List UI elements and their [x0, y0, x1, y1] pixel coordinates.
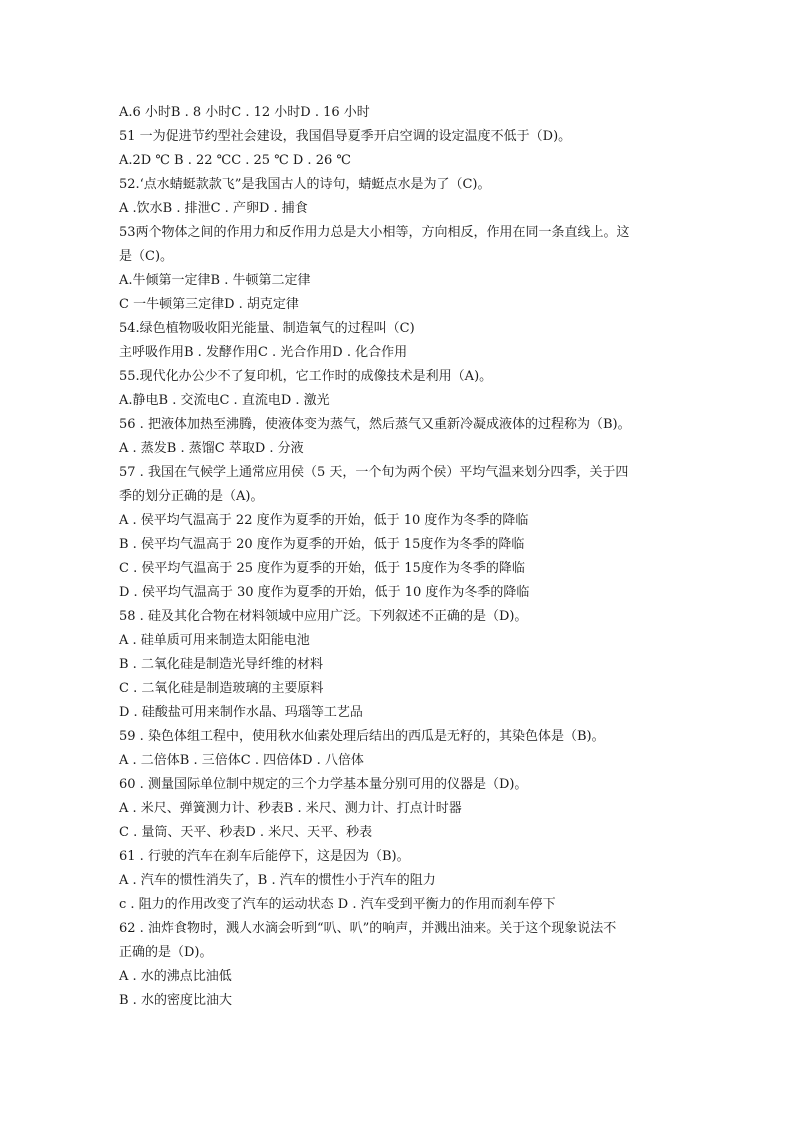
text-line: 是（C)。: [119, 249, 174, 264]
text-line: A.2D ℃ B . 22 ℃C . 25 ℃ D . 26 ℃: [119, 153, 351, 168]
text-line: A . 水的沸点比油低: [119, 969, 232, 984]
text-line: 55.现代化办公少不了复印机，它工作时的成像技术是利用（A)。: [119, 369, 493, 384]
text-line: 54.绿色植物吸收阳光能量、制造氧气的过程叫（C): [119, 321, 415, 336]
text-line: A.6 小时B . 8 小时C . 12 小时D . 16 小时: [119, 105, 370, 120]
text-line: C . 二氧化硅是制造玻璃的主要原料: [119, 681, 324, 696]
text-line: 61 . 行驶的汽车在刹车后能停下，这是因为（B)。: [119, 849, 410, 864]
text-line: A . 硅单质可用来制造太阳能电池: [119, 633, 310, 648]
text-line: c . 阻力的作用改变了汽车的运动状态 D . 汽车受到平衡力的作用而刹车停下: [119, 897, 556, 912]
text-line: C . 量筒、天平、秒表D . 米尺、天平、秒表: [119, 825, 373, 840]
text-line: B . 侯平均气温高于 20 度作为夏季的开始，低于 15度作为冬季的降临: [119, 537, 525, 552]
text-line: C 一牛顿第三定律D . 胡克定律: [119, 297, 299, 312]
text-line: A .饮水B . 排泄C . 产卵D . 捕食: [119, 201, 308, 216]
text-line: A . 米尺、弹簧测力计、秒表B . 米尺、测力计、打点计时器: [119, 801, 462, 816]
text-line: D . 硅酸盐可用来制作水晶、玛瑙等工艺品: [119, 705, 363, 720]
text-line: 56 . 把液体加热至沸腾，使液体变为蒸气，然后蒸气又重新冷凝成液体的过程称为（B)。: [119, 417, 631, 432]
text-line: A.牛倾第一定律B . 牛顿第二定律: [119, 273, 311, 288]
text-line: 58 . 硅及其化合物在材料领域中应用广泛。下列叙述不正确的是（D)。: [119, 609, 528, 624]
text-line: 60 . 测量国际单位制中规定的三个力学基本量分别可用的仪器是（D)。: [119, 777, 528, 792]
text-line: 主呼吸作用B . 发酵作用C . 光合作用D . 化合作用: [119, 345, 408, 360]
text-line: A . 汽车的惯性消失了，B . 汽车的惯性小于汽车的阻力: [119, 873, 436, 888]
text-line: 59 . 染色体组工程中，使用秋水仙素处理后结出的西瓜是无籽的，其染色体是（B)。: [119, 729, 605, 744]
text-line: 正确的是（D)。: [119, 945, 213, 960]
text-line: A . 侯平均气温高于 22 度作为夏季的开始，低于 10 度作为冬季的降临: [119, 513, 529, 528]
text-line: A . 蒸发B . 蒸馏C 萃取D . 分液: [119, 441, 304, 456]
text-line: 53两个物体之间的作用力和反作用力总是大小相等，方向相反，作用在同一条直线上。这: [119, 225, 630, 240]
document-body: [119, 101, 679, 1013]
text-line: D . 侯平均气温高于 30 度作为夏季的开始，低于 10 度作为冬季的降临: [119, 585, 530, 600]
text-line: C . 侯平均气温高于 25 度作为夏季的开始，低于 15度作为冬季的降临: [119, 561, 525, 576]
text-line: 57 . 我国在气候学上通常应用侯（5 天，一个旬为两个侯）平均气温来划分四季，关于四: [119, 465, 629, 480]
text-line: 季的划分正确的是（A)。: [119, 489, 264, 504]
text-line: B . 水的密度比油大: [119, 993, 232, 1008]
text-line: 51 一为促进节约型社会建设，我国倡导夏季开启空调的设定温度不低于（D)。: [119, 129, 572, 144]
text-line: 52.‘点水蜻蜓款款飞”是我国古人的诗句，蜻蜓点水是为了（C)。: [119, 177, 491, 192]
text-line: A.静电B . 交流电C . 直流电D . 激光: [119, 393, 330, 408]
text-line: A . 二倍体B . 三倍体C . 四倍体D . 八倍体: [119, 753, 364, 768]
text-line: B . 二氧化硅是制造光导纤维的材料: [119, 657, 323, 672]
text-line: 62 . 油炸食物时，溅人水滴会听到“叭、叭”的响声，并溅出油来。关于这个现象说法不: [119, 921, 617, 936]
